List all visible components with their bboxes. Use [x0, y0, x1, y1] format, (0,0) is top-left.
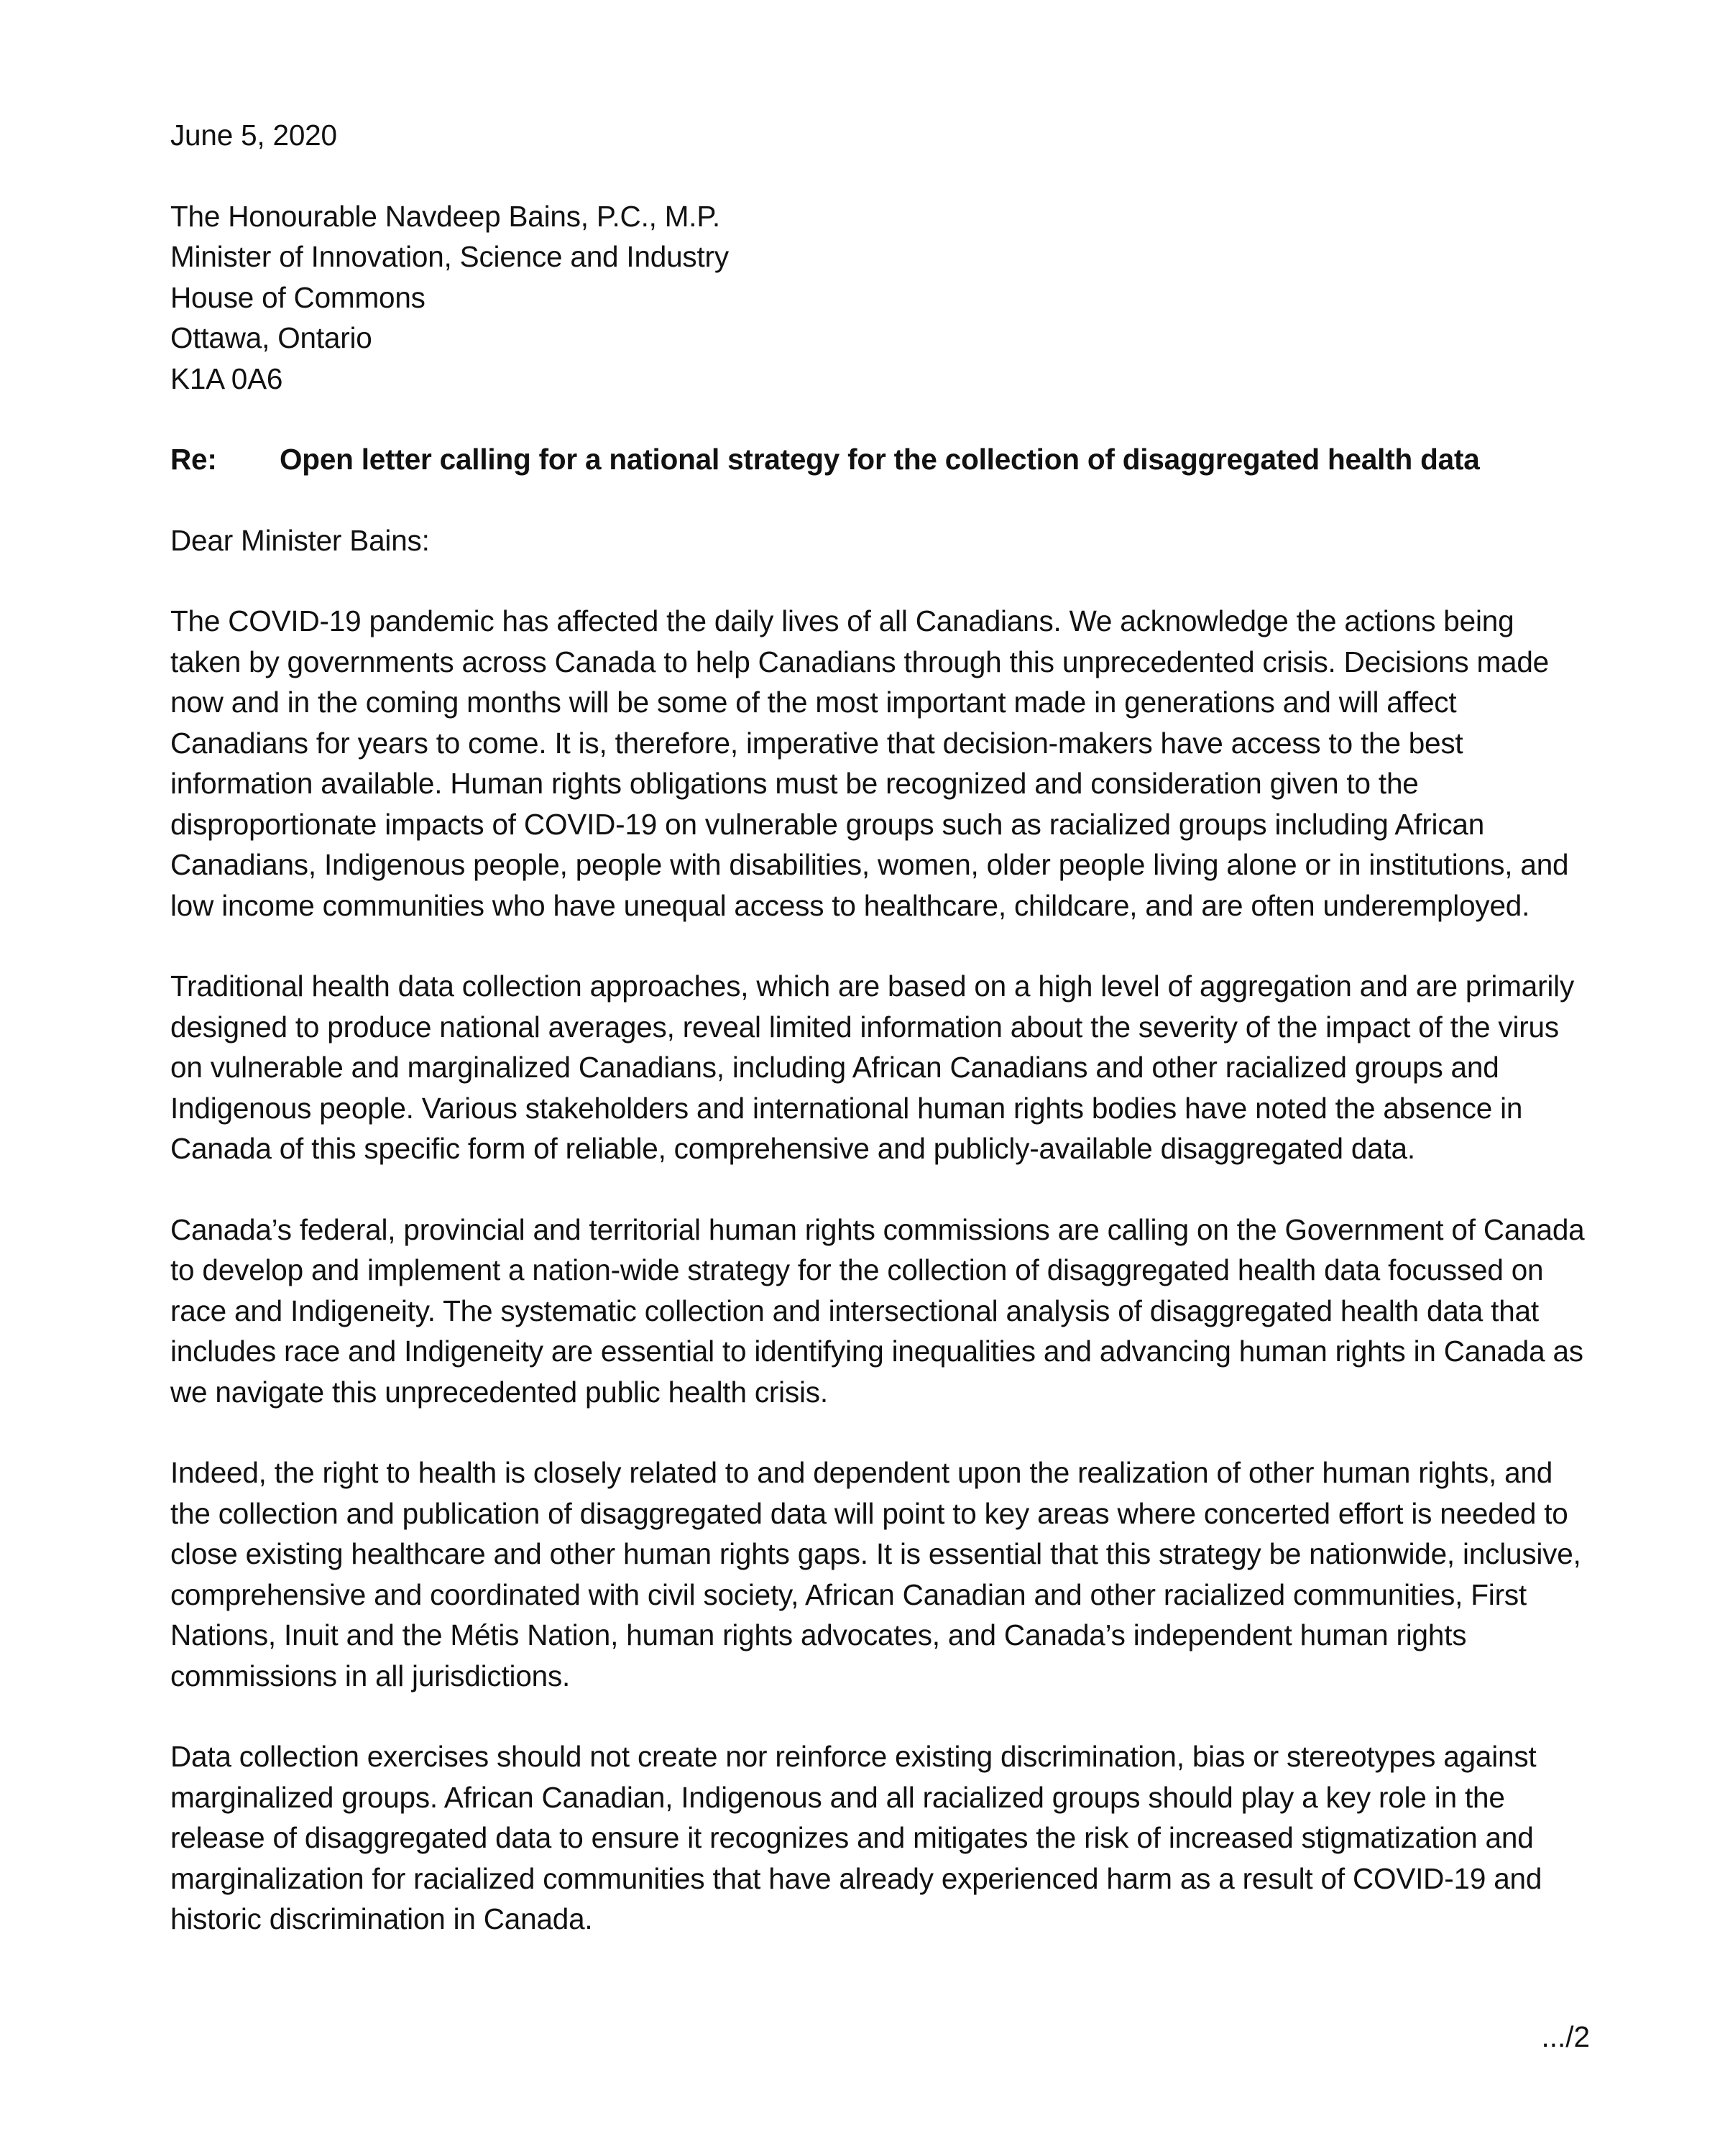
recipient-address	[170, 196, 1590, 400]
recipient-name: The Honourable Navdeep Bains, P.C., M.P.	[170, 199, 720, 233]
paragraph-2: Traditional health data collection approaches, which are based on a high level of aggregation and are primarily designed to produce national averages, reveal limited information about the severity of the impact of the virus on vulnerable and marginalized Canadians, including African Canadians and other racialized groups and Indigenous people. Various stakeholders and international human rights bodies have noted the absence in Canada of this specific form of reliable, comprehensive and publicly-available disaggregated data.	[170, 969, 1575, 1165]
paragraph-4: Indeed, the right to health is closely related to and dependent upon the realization of other human rights, and the collection and publication of disaggregated data will point to key areas where concerted effort is needed to close existing healthcare and other human rights gaps. It is essential that this strategy be nationwide, inclusive, comprehensive and coordinated with civil society, African Canadian and other racialized communities, First Nations, Inuit and the Métis Nation, human rights advocates, and Canada’s independent human rights commissions in all jurisdictions.	[170, 1456, 1581, 1692]
recipient-postal-code: K1A 0A6	[170, 361, 283, 395]
page-continuation: .../2	[1541, 2020, 1590, 2053]
recipient-office: House of Commons	[170, 280, 426, 314]
paragraph-5: Data collection exercises should not create nor reinforce existing discrimination, bias or stereotypes against marginalized groups. African Canadian, Indigenous and all racialized groups should play a key role in the release of disaggregated data to ensure it recognizes and mitigates the risk of increased stigmatization and marginalization for racialized communities that have already experienced harm as a result of COVID-19 and historic discrimination in Canada.	[170, 1740, 1542, 1935]
recipient-city: Ottawa, Ontario	[170, 321, 372, 354]
subject-label: Re:	[170, 443, 217, 476]
recipient-title: Minister of Innovation, Science and Industry	[170, 240, 729, 273]
paragraph-1: The COVID-19 pandemic has affected the daily lives of all Canadians. We acknowledge the actions being taken by governments across Canada to help Canadians through this unprecedented crisis. Decisions made now and in the coming months will be some of the most important made in generations and will affect Canadians for years to come. It is, therefore, imperative that decision-makers have access to the best information available. Human rights obligations must be recognized and consideration given to the disproportionate impacts of COVID-19 on vulnerable groups such as racialized groups including African Canadians, Indigenous people, people with disabilities, women, older people living alone or in institutions, and low income communities who have unequal access to healthcare, childcare, and are often underemployed.	[170, 604, 1569, 922]
paragraph-3: Canada’s federal, provincial and territorial human rights commissions are calling on the Government of Canada to develop and implement a nation-wide strategy for the collection of disaggregated health data focussed on race and Indigeneity. The systematic collection and intersectional analysis of disaggregated health data that includes race and Indigeneity are essential to identifying inequalities and advancing human rights in Canada as we navigate this unprecedented public health crisis.	[170, 1212, 1585, 1409]
salutation: Dear Minister Bains:	[170, 523, 430, 557]
subject-line	[170, 439, 1590, 480]
letter-date: June 5, 2020	[170, 119, 337, 152]
letter-page	[170, 115, 1590, 1940]
subject-text: Open letter calling for a national strategy for the collection of disaggregated health data	[280, 443, 1480, 476]
